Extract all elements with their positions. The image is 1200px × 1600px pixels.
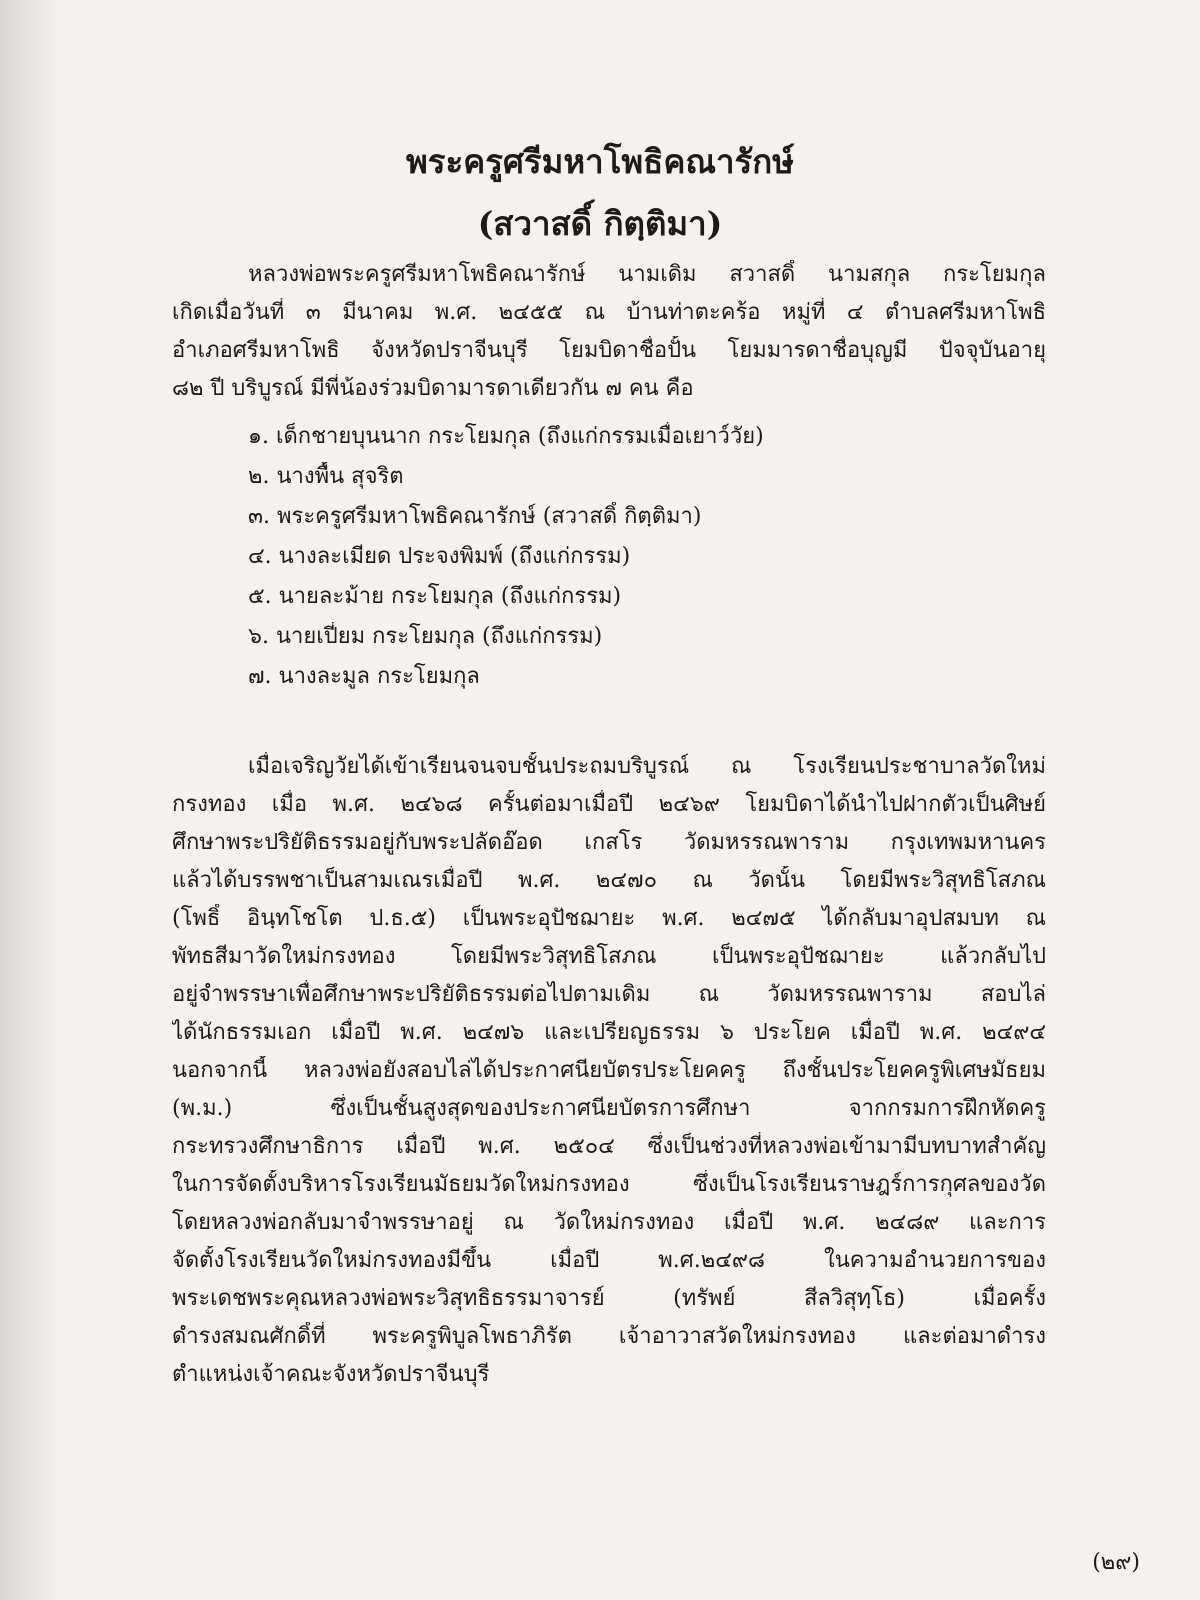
page-number: (๒๙) (1092, 1550, 1140, 1575)
sibling-list-item: ๒. นางพื้น สุจริต (248, 464, 404, 489)
paragraph-line: อำเภอศรีมหาโพธิ จังหวัดปราจีนบุรี โยมบิดาชื่อปั้น โยมมารดาชื่อบุญมี ปัจจุบันอายุ (172, 338, 1046, 363)
paragraph-line: แล้วได้บรรพชาเป็นสามเณรเมื่อปี พ.ศ. ๒๔๗๐ ณ วัดนั้น โดยมีพระวิสุทธิโสภณ (172, 868, 1046, 893)
sibling-list-item: ๔. นางละเมียด ประจงพิมพ์ (ถึงแก่กรรม) (248, 544, 631, 569)
paragraph-line: (พ.ม.) ซึ่งเป็นชั้นสูงสุดของประกาศนียบัตรการศึกษา จากกรมการฝึกหัดครู (172, 1096, 1046, 1121)
paragraph-line: นอกจากนี้ หลวงพ่อยังสอบไล่ได้ประกาศนียบัตรประโยคครู ถึงชั้นประโยคครูพิเศษมัธยม (172, 1058, 1046, 1083)
paragraph-line: พระเดชพระคุณหลวงพ่อพระวิสุทธิธรรมาจารย์ (ทรัพย์ สีลวิสุทฺโธ) เมื่อครั้ง (172, 1286, 1046, 1311)
paragraph-line: ศึกษาพระปริยัติธรรมอยู่กับพระปลัดอ๊อด เกสโร วัดมหรรณพาราม กรุงเทพมหานคร (172, 830, 1046, 855)
paragraph-line: ตำแหน่งเจ้าคณะจังหวัดปราจีนบุรี (172, 1362, 490, 1387)
paragraph-line: โดยหลวงพ่อกลับมาจำพรรษาอยู่ ณ วัดใหม่กรงทอง เมื่อปี พ.ศ. ๒๔๘๙ และการ (172, 1210, 1046, 1235)
paragraph-line: ในการจัดตั้งบริหารโรงเรียนมัธยมวัดใหม่กรงทอง ซึ่งเป็นโรงเรียนราษฎร์การกุศลของวัด (172, 1172, 1046, 1197)
sibling-list-item: ๗. นางละมูล กระโยมกุล (248, 664, 480, 689)
paragraph-line: ๘๒ ปี บริบูรณ์ มีพี่น้องร่วมบิดามารดาเดียวกัน ๗ คน คือ (172, 376, 694, 401)
sibling-list-item: ๖. นายเปี่ยม กระโยมกุล (ถึงแก่กรรม) (248, 624, 603, 649)
paragraph-line: กรงทอง เมื่อ พ.ศ. ๒๔๖๘ ครั้นต่อมาเมื่อปี ๒๔๖๙ โยมบิดาได้นำไปฝากตัวเป็นศิษย์ (172, 792, 1046, 817)
paragraph-line: จัดตั้งโรงเรียนวัดใหม่กรงทองมีขึ้น เมื่อปี พ.ศ.๒๔๙๘ ในความอำนวยการของ (172, 1248, 1046, 1273)
paragraph-line: เมื่อเจริญวัยได้เข้าเรียนจนจบชั้นประถมบริบูรณ์ ณ โรงเรียนประชาบาลวัดใหม่ (248, 754, 1046, 779)
paragraph-line: (โพธิ์ อินฺทโชโต ป.ธ.๕) เป็นพระอุปัชฌายะ พ.ศ. ๒๔๗๕ ได้กลับมาอุปสมบท ณ (172, 906, 1046, 931)
paragraph-line: ดำรงสมณศักดิ์ที่ พระครูพิบูลโพธาภิรัต เจ้าอาวาสวัดใหม่กรงทอง และต่อมาดำรง (172, 1324, 1046, 1349)
sibling-list-item: ๕. นายละม้าย กระโยมกุล (ถึงแก่กรรม) (248, 584, 622, 609)
paragraph-line: หลวงพ่อพระครูศรีมหาโพธิคณารักษ์ นามเดิม สวาสดิ์ นามสกุล กระโยมกุล (248, 262, 1046, 287)
sibling-list-item: ๓. พระครูศรีมหาโพธิคณารักษ์ (สวาสดิ์ กิตฺติมา) (248, 504, 702, 529)
paragraph-line: อยู่จำพรรษาเพื่อศึกษาพระปริยัติธรรมต่อไปตามเดิม ณ วัดมหรรณพาราม สอบไล่ (172, 982, 1046, 1007)
document-title: พระครูศรีมหาโพธิคณารักษ์ (405, 142, 794, 181)
document-subtitle: (สวาสดิ์ กิตฺติมา) (477, 204, 723, 243)
paragraph-line: พัทธสีมาวัดใหม่กรงทอง โดยมีพระวิสุทธิโสภณ เป็นพระอุปัชฌายะ แล้วกลับไป (172, 944, 1046, 969)
sibling-list-item: ๑. เด็กชายบุนนาก กระโยมกุล (ถึงแก่กรรมเมื่อเยาว์วัย) (248, 424, 764, 449)
paragraph-line: ได้นักธรรมเอก เมื่อปี พ.ศ. ๒๔๗๖ และเปรียญธรรม ๖ ประโยค เมื่อปี พ.ศ. ๒๔๙๔ (172, 1020, 1046, 1045)
paragraph-line: เกิดเมื่อวันที่ ๓ มีนาคม พ.ศ. ๒๔๕๕ ณ บ้านท่าตะคร้อ หมู่ที่ ๔ ตำบลศรีมหาโพธิ (172, 300, 1046, 325)
paragraph-line: กระทรวงศึกษาธิการ เมื่อปี พ.ศ. ๒๕๐๔ ซึ่งเป็นช่วงที่หลวงพ่อเข้ามามีบทบาทสำคัญ (172, 1134, 1046, 1159)
